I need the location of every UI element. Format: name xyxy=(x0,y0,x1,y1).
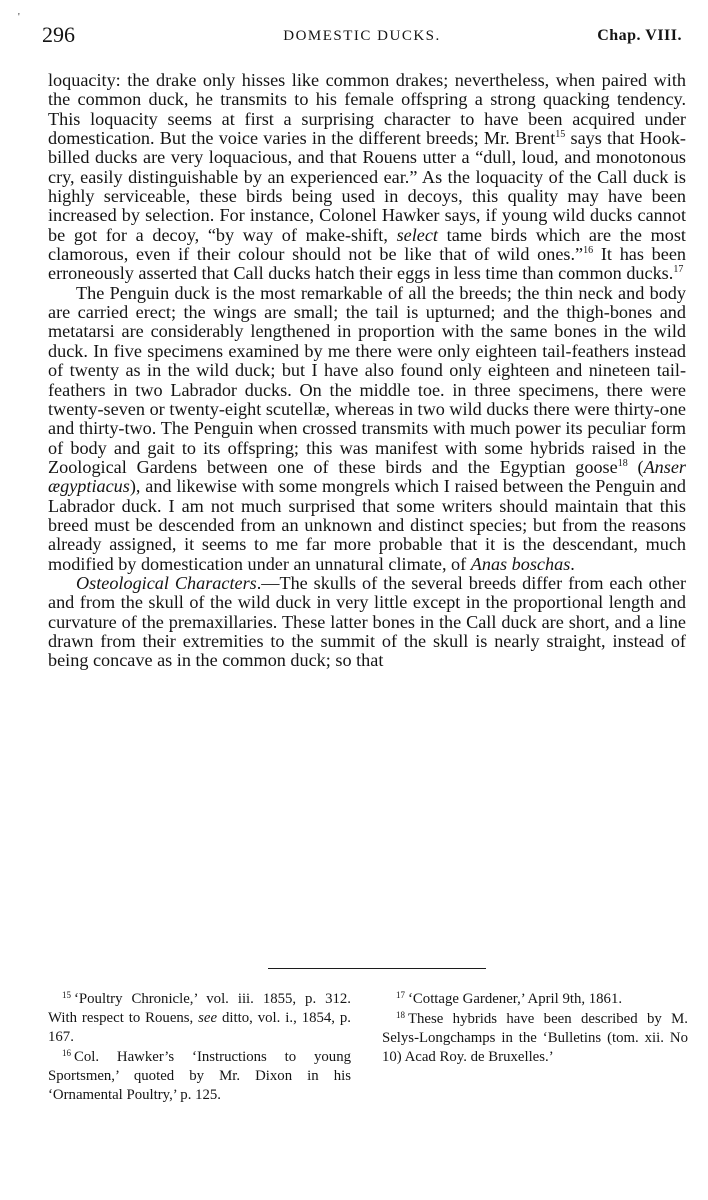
italic-text: Anser ægyptiacus xyxy=(48,456,686,497)
paragraph-p3 xyxy=(48,574,686,671)
running-title: DOMESTIC DUCKS. xyxy=(283,28,441,44)
footnote-ref: 17 xyxy=(396,990,405,1000)
text-run: ), and likewise with some mongrels which I raised between the Penguin and Labrador duck. I am not much surprised that some writers should maintain that this breed must be descended from an unknown and distinct species; but from the reasons already assigned, it seems to me far more probable that it is the descendant, much modified by domestication under an unnatural climate, of xyxy=(48,476,686,574)
chapter-label: Chap. VIII. xyxy=(597,27,682,44)
page-number: 296 xyxy=(42,22,75,47)
paragraph-p2 xyxy=(48,284,686,574)
text-run: says that Hook-billed ducks are very loquacious, and that Rouens utter a “dull, loud, and monotonous cry, easily distinguishable by an experienced ear.” As the loquacity of the Call duck is highly serviceable, these birds being used in decoys, this quality may have been increased by selection. For instance, Colonel Hawker says, if young wild ducks cannot be got for a decoy, “by way of make-shift, xyxy=(48,128,686,245)
italic-text: select xyxy=(396,224,438,245)
footnote-rule xyxy=(268,968,486,969)
footnote-ref: 15 xyxy=(62,990,71,1000)
footnote-fn18 xyxy=(382,1010,688,1067)
footnote-ref: 15 xyxy=(555,129,566,141)
footnote-ref: 16 xyxy=(583,245,594,257)
text-run: These hybrids have been described by M. Selys-Longchamps in the ‘Bulletins (tom. xii. No 10) Acad Roy. de Bruxelles.’ xyxy=(382,1011,688,1065)
text-run: Col. Hawker’s ‘Instructions to young Sportsmen,’ quoted by Mr. Dixon in his ‘Ornamental Poultry,’ p. 125. xyxy=(48,1049,351,1103)
footnote-ref: 17 xyxy=(673,264,684,276)
text-run: . xyxy=(570,553,575,574)
paragraph-p1 xyxy=(48,71,686,284)
footnote-fn15 xyxy=(48,990,351,1047)
italic-text: Anas boschas xyxy=(470,553,571,574)
body-text xyxy=(48,71,686,671)
text-run: tame birds which are the most clamorous, even if their colour should not be like that of wild ones.” xyxy=(48,224,686,265)
footnotes-left-column xyxy=(48,990,351,1106)
italic-text: Osteological Characters xyxy=(76,572,257,593)
footnotes-right-column xyxy=(382,990,688,1068)
italic-text: see xyxy=(198,1010,218,1026)
footnote-fn17 xyxy=(382,990,688,1009)
footnote-fn16 xyxy=(48,1048,351,1105)
footnote-ref: 18 xyxy=(396,1010,405,1020)
text-run: ‘Poultry Chronicle,’ vol. iii. 1855, p. 312. With respect to Rouens, xyxy=(48,991,351,1026)
text-run: The Penguin duck is the most remarkable of all the breeds; the thin neck and body are carried erect; the wings are small; the tail is upturned; and the thigh-bones and metatarsi are considerably lengthened in proportion with the same bones in the wild duck. In five specimens examined by me there were only eighteen tail-feathers instead of twenty as in the wild duck; but I have also found only eighteen and nineteen tail-feathers in two Labrador ducks. On the middle toe. in three specimens, there were twenty-seven or twenty-eight scutellæ, whereas in two wild ducks there were thirty-one and thirty-two. The Penguin when crossed transmits with much power its peculiar form of body and gait to its offspring; this was manifest with some hybrids raised in the Zoological Gardens between one of these birds and the Egyptian goose xyxy=(48,282,686,477)
corner-mark: ' xyxy=(18,12,20,23)
text-run: .—The skulls of the several breeds differ from each other and from the skull of the wild duck in very little except in the proportional length and curvature of the premaxillaries. These latter bones in the Call duck are short, and a line drawn from their extremities to the summit of the skull is nearly straight, instead of being concave as in the common duck; so that xyxy=(48,572,687,671)
text-run: ( xyxy=(627,456,644,477)
footnote-ref: 16 xyxy=(62,1048,71,1058)
text-run: ‘Cottage Gardener,’ April 9th, 1861. xyxy=(408,991,623,1007)
text-run: loquacity: the drake only hisses like common drakes; nevertheless, when paired with the common duck, he transmits to his female offspring a strong quacking tendency. This loquacity seems at first a surprising character to have been acquired under domestication. But the voice varies in the different breeds; Mr. Brent xyxy=(48,70,686,149)
running-head xyxy=(42,22,682,48)
text-run: ditto, vol. i., 1854, p. 167. xyxy=(48,1010,351,1045)
footnote-ref: 18 xyxy=(617,457,628,469)
text-run: It has been erroneously asserted that Call ducks hatch their eggs in less time than common ducks. xyxy=(48,244,686,284)
